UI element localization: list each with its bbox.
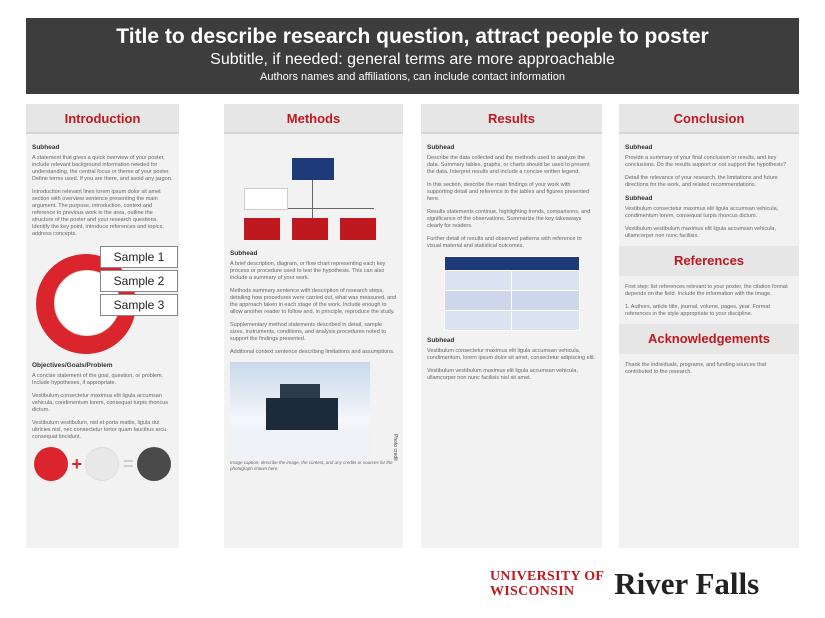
results-para-2: In this section, describe the main findings of your work with supporting detail and reference to the tables and figures presented here.: [427, 182, 590, 202]
table-cell: [512, 311, 580, 331]
logo-line-2: WISCONSIN: [490, 584, 575, 599]
methods-heading: Methods: [224, 104, 403, 134]
objectives-subhead: Objectives/Goals/Problem: [32, 362, 113, 369]
acknowledgements-heading: Acknowledgements: [619, 324, 799, 354]
logo-name: River Falls: [614, 566, 760, 601]
methods-para-1: A brief description, diagram, or flow chart representing each key process or procedure used to test the hypothesis. This can also include a summary of your work.: [230, 261, 386, 281]
table-cell: [444, 271, 512, 291]
poster-header: [26, 18, 799, 94]
results-bullet-2: Vestibulum vestibulum maximus elit ligula accumsan vehicula, ullamcorper non nunc facilisis nisl sit amet.: [427, 368, 579, 381]
results-column: [421, 104, 602, 548]
university-logo: [490, 566, 759, 602]
white-circle: [85, 447, 119, 481]
flow-box-1: [244, 218, 280, 240]
conclusion-para-1: Provide a summary of your final conclusion or results, and key conclusions. Do the results support or not support the hypothesis?: [625, 155, 787, 168]
conclusion-subhead-2: Subhead: [625, 195, 653, 202]
conclusion-subhead: Subhead: [625, 144, 653, 151]
logo-wordmark: [490, 569, 604, 599]
photo-snow: [230, 432, 370, 458]
dark-circle: [137, 447, 171, 481]
flow-left-box: [244, 188, 288, 210]
results-table: [444, 256, 580, 331]
logo-line-1: UNIVERSITY OF: [490, 569, 605, 584]
conclusion-bullet-2: Vestibulum vestibulum maximus elit ligula accumsan vehicula, ullamcorper non nunc facilisis.: [625, 226, 777, 239]
red-circle: [34, 447, 68, 481]
methods-para-4: Additional context sentence describing limitations and assumptions.: [230, 349, 395, 355]
photo-caption: Image caption: describe the image, the context, and any credits or sources for the photograph shown here.: [230, 460, 393, 471]
introduction-para-2: Introduction relevant lines lorem ipsum dolor sit amet section with overview sentence presenting the main argument. The purpose, introduction, context and reference to previous work in the area, outline the structure of the poster and your research questions. Identify the key point, introduce references and topics, address concepts.: [32, 189, 164, 237]
methods-para-2: Methods summary sentence with description of research steps, detailing how procedures were carried out, what was measured, and the approach taken in each stage of the work. Include enough to allow another reader to follow and, in principle, reproduce the study.: [230, 288, 397, 315]
sample-diagram: [32, 246, 173, 356]
equation-graphic: [32, 447, 173, 481]
sample-label-2: Sample 2: [100, 270, 178, 292]
table-cell: [444, 291, 512, 311]
conclusion-para-2: Detail the relevance of your research, the limitations and future directions for the work, and related recommendations.: [625, 175, 778, 188]
conclusion-heading: Conclusion: [619, 104, 799, 134]
introduction-para-1: A statement that gives a quick overview of your poster, include relevant background information needed for understanding, the central focus or theme of your poster. Define terms used. If you are there, and avoid any jargon.: [32, 155, 173, 182]
photo-credit: Photo credit: [392, 434, 398, 461]
equals-icon: =: [122, 453, 134, 474]
results-table-header: [444, 257, 579, 271]
references-para: First step: list references relevant to your poster, the citation format depends on the field. Include the information with the image.: [625, 284, 788, 297]
reference-item-1: 1. Authors, article title, journal, volume, pages, year. Format references in the style appropriate to your discipline.: [625, 304, 770, 317]
methods-para-3: Supplementary method statements described in detail, sample sizes, instruments, conditions, and analysis procedures noted to support the findings presented.: [230, 322, 386, 342]
sample-label-1: Sample 1: [100, 246, 178, 268]
poster-authors: Authors names and affiliations, can include contact information: [260, 71, 565, 83]
photo-building: [266, 398, 338, 430]
conclusion-column: [619, 104, 799, 548]
flow-box-3: [340, 218, 376, 240]
references-heading: References: [619, 246, 799, 276]
introduction-subhead: Subhead: [32, 144, 60, 151]
table-cell: [512, 271, 580, 291]
introduction-bullet-1: Vestibulum consectetur maximus elit ligula accumsan vehicula, condimentum lorem, consequat turpis rhoncus dictum.: [32, 393, 169, 413]
table-cell: [512, 291, 580, 311]
objectives-text: A concise statement of the goal, question, or problem. Include hypotheses, if appropriate.: [32, 373, 164, 386]
table-cell: [444, 311, 512, 331]
results-subhead-2: Subhead: [427, 337, 455, 344]
results-para-3: Results statements continue, highlighting trends, comparisons, and significance of the observations. Summarize the key takeaways clearly for readers.: [427, 209, 591, 229]
sample-label-3: Sample 3: [100, 294, 178, 316]
plus-icon: +: [71, 453, 82, 474]
results-subhead: Subhead: [427, 144, 455, 151]
introduction-column: [26, 104, 179, 548]
flow-box-2: [292, 218, 328, 240]
acknowledgements-text: Thank the individuals, programs, and funding sources that contributed to the research.: [625, 362, 767, 375]
poster-title: Title to describe research question, attract people to poster: [116, 25, 709, 48]
conclusion-bullet-1: Vestibulum consectetur maximus elit ligula accumsan vehicula, condimentum lorem, consequat turpis rhoncus dictum.: [625, 206, 779, 219]
methods-subhead: Subhead: [230, 250, 258, 257]
methods-column: [224, 104, 403, 548]
results-para-1: Describe the data collected and the methods used to analyze the data. Summary tables, graphs, or charts should be used to present the data. Interpret results and include a concise written legend.: [427, 155, 590, 175]
results-heading: Results: [421, 104, 602, 134]
poster-subtitle: Subtitle, if needed: general terms are more approachable: [210, 51, 615, 68]
flow-chart: [230, 144, 397, 244]
research-station-photo: [230, 362, 370, 458]
flow-top-box: [292, 158, 334, 180]
results-para-4: Further detail of results and observed patterns with reference to visual material and statistical outcomes.: [427, 236, 582, 249]
results-bullet-1: Vestibulum consectetur maximus elit ligula accumsan vehicula, condimentum, lorem ipsum dolor sit amet, consectetur adipiscing elit.: [427, 348, 596, 361]
introduction-bullet-2: Vestibulum vestibulum, nisl et porta mattis, ligula dui ultricies nisl, nec consectetur tortor quam faucibus arcu consequat tincidunt.: [32, 420, 167, 440]
introduction-heading: Introduction: [26, 104, 179, 134]
